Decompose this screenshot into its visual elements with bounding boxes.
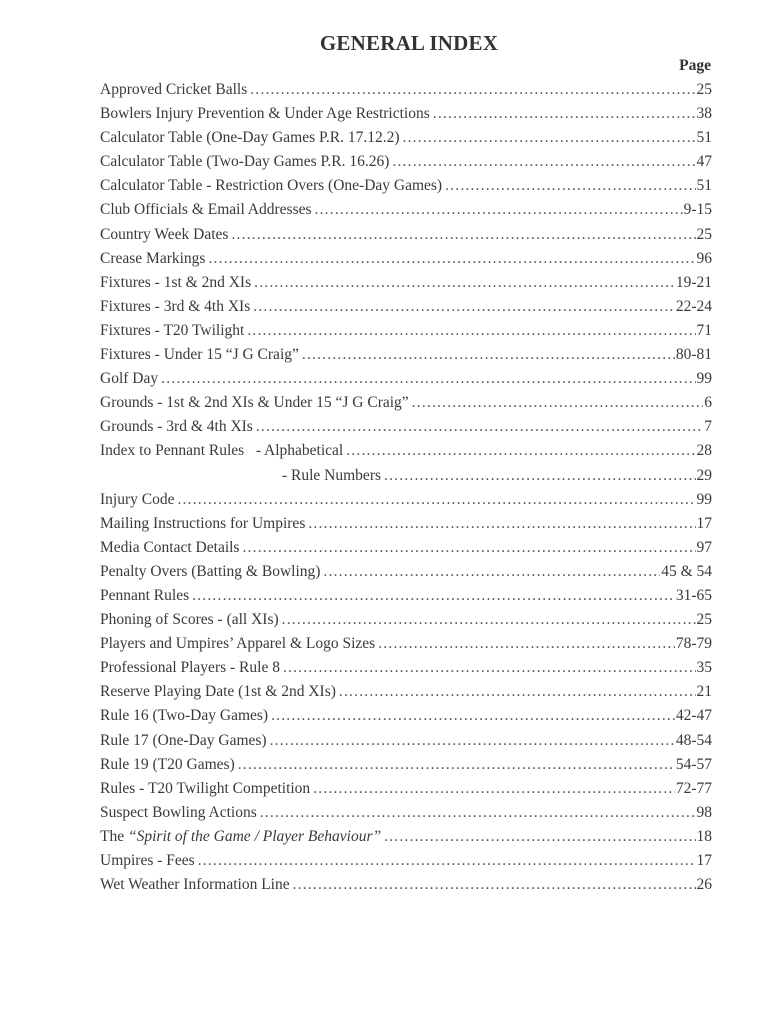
- dot-leader: [346, 439, 695, 463]
- entry-label: Fixtures - 1st & 2nd XIs: [100, 273, 252, 291]
- entry-label: Phoning of Scores - (all XIs): [100, 611, 279, 629]
- entry-page: 71: [696, 321, 712, 339]
- dot-leader: [392, 150, 695, 174]
- index-entry: [100, 560, 712, 584]
- index-entry: [100, 198, 712, 222]
- entry-label: Index to Pennant Rules - Alphabetical: [100, 442, 344, 460]
- entry-label: Rule 17 (One-Day Games): [100, 731, 267, 749]
- entry-page: 72-77: [675, 779, 712, 797]
- dot-leader: [254, 271, 675, 295]
- entry-page: 42-47: [675, 707, 712, 725]
- index-entry: [100, 126, 712, 150]
- index-entry: [100, 247, 712, 271]
- entry-label: Approved Cricket Balls: [100, 81, 248, 98]
- entry-label: Players and Umpires’ Apparel & Logo Sizes: [100, 635, 376, 653]
- dot-leader: [177, 488, 695, 512]
- dot-leader: [384, 825, 695, 849]
- dot-leader: [378, 632, 675, 656]
- entry-label: Umpires - Fees: [100, 852, 195, 869]
- index-entry: [100, 415, 712, 439]
- index-entry: [100, 801, 712, 825]
- dot-leader: [323, 560, 660, 584]
- entry-label: Reserve Playing Date (1st & 2nd XIs): [100, 683, 336, 701]
- index-entry: [100, 295, 712, 319]
- entry-label: Rule 16 (Two-Day Games): [100, 707, 269, 725]
- dot-leader: [339, 680, 696, 704]
- entry-page: 99: [696, 370, 712, 388]
- entry-label: Penalty Overs (Batting & Bowling): [100, 562, 321, 580]
- index-entry: [100, 271, 712, 295]
- entry-page: 28: [696, 442, 712, 460]
- entry-label: Grounds - 3rd & 4th XIs: [100, 418, 253, 436]
- entry-page: 19-21: [675, 273, 712, 291]
- index-entry: [100, 488, 712, 512]
- dot-leader: [313, 777, 675, 801]
- entry-page: 21: [696, 683, 712, 701]
- index-entry: [100, 174, 712, 198]
- dot-leader: [250, 78, 695, 102]
- entry-label-italic: “Spirit of the Game / Player Behaviour”: [127, 827, 382, 845]
- entry-page: 25: [696, 611, 712, 629]
- entry-label: Golf Day: [100, 370, 159, 388]
- entry-label: Calculator Table - Restriction Overs (One-Day Games): [100, 177, 443, 195]
- index-entry: [100, 632, 712, 656]
- index-entry: [100, 777, 712, 801]
- dot-leader: [260, 801, 696, 825]
- dot-leader: [271, 704, 675, 728]
- index-entry: [100, 102, 712, 126]
- page-column-header: Page: [679, 57, 711, 74]
- index-entry: [100, 439, 712, 463]
- entry-label: Professional Players - Rule 8: [100, 659, 280, 677]
- entry-page: 9-15: [683, 201, 712, 219]
- dot-leader: [247, 319, 695, 343]
- entry-page: 38: [696, 105, 712, 123]
- entry-page: 45 & 54: [661, 562, 712, 580]
- entry-label: Pennant Rules: [100, 586, 190, 604]
- entry-page: 17: [696, 514, 712, 532]
- index-entry: [100, 343, 712, 367]
- entry-label: Fixtures - Under 15 “J G Craig”: [100, 346, 299, 364]
- dot-leader: [433, 102, 696, 126]
- index-entry: [100, 223, 712, 247]
- index-entry: [100, 78, 712, 102]
- dot-leader: [270, 729, 675, 753]
- entry-label: Crease Markings: [100, 249, 206, 267]
- index-subentry: [100, 464, 712, 488]
- entry-page: 51: [696, 129, 712, 147]
- entry-page: 26: [696, 876, 712, 894]
- entry-label-prefix: The: [100, 827, 128, 845]
- index-entry: [100, 512, 712, 536]
- entry-label: Rule 19 (T20 Games): [100, 755, 235, 773]
- entry-label: Club Officials & Email Addresses: [100, 201, 312, 219]
- dot-leader: [238, 753, 675, 777]
- dot-leader: [161, 367, 695, 391]
- index-list: [100, 78, 712, 897]
- index-entry: [100, 873, 712, 897]
- entry-page: 99: [696, 490, 712, 508]
- index-entry: [100, 753, 712, 777]
- entry-page: 51: [696, 177, 712, 195]
- index-entry: [100, 150, 712, 174]
- index-entry: [100, 367, 712, 391]
- entry-label: Injury Code: [100, 490, 175, 508]
- entry-label: Media Contact Details: [100, 538, 240, 556]
- entry-label: Calculator Table (One-Day Games P.R. 17.12.2): [100, 129, 400, 147]
- index-entry: [100, 704, 712, 728]
- entry-label: Calculator Table (Two-Day Games P.R. 16.26): [100, 153, 390, 171]
- entry-page: 22-24: [675, 297, 712, 315]
- index-entry: [100, 319, 712, 343]
- index-entry: [100, 680, 712, 704]
- dot-leader: [302, 343, 675, 367]
- dot-leader: [445, 174, 695, 198]
- dot-leader: [308, 512, 695, 536]
- entry-page: 35: [696, 659, 712, 677]
- entry-label: Mailing Instructions for Umpires: [100, 514, 306, 532]
- entry-page: 31-65: [675, 586, 712, 604]
- entry-page: 54-57: [675, 755, 712, 773]
- dot-leader: [315, 198, 683, 222]
- entry-page: 18: [696, 827, 712, 845]
- entry-label: Fixtures - T20 Twilight: [100, 321, 245, 339]
- entry-page: 80-81: [675, 346, 712, 364]
- index-entry: [100, 729, 712, 753]
- dot-leader: [256, 415, 703, 439]
- entry-label: [100, 825, 381, 849]
- dot-leader: [282, 608, 696, 632]
- dot-leader: [242, 536, 695, 560]
- entry-label: Grounds - 1st & 2nd XIs & Under 15 “J G Craig”: [100, 394, 409, 412]
- entry-page: 78-79: [675, 635, 712, 653]
- dot-leader: [208, 247, 695, 271]
- dot-leader: [231, 223, 695, 247]
- dot-leader: [293, 873, 696, 897]
- entry-label: Suspect Bowling Actions: [100, 803, 257, 821]
- index-entry: [100, 608, 712, 632]
- index-entry: [100, 391, 712, 415]
- entry-label: Bowlers Injury Prevention & Under Age Restrictions: [100, 105, 430, 123]
- entry-page: 98: [696, 803, 712, 821]
- entry-page: 97: [696, 538, 712, 556]
- entry-page: 29: [696, 466, 712, 484]
- page-title: GENERAL INDEX: [319, 31, 499, 55]
- entry-page: 7: [704, 418, 712, 436]
- index-entry: [100, 849, 712, 873]
- dot-leader: [253, 295, 675, 319]
- entry-page: 47: [696, 153, 712, 171]
- index-entry: [100, 536, 712, 560]
- entry-label: Rules - T20 Twilight Competition: [100, 779, 311, 797]
- dot-leader: [192, 584, 675, 608]
- entry-page: 25: [696, 81, 712, 98]
- index-entry: [100, 825, 712, 849]
- entry-page: 6: [704, 394, 712, 412]
- dot-leader: [384, 464, 695, 488]
- entry-label: - Rule Numbers: [282, 466, 382, 484]
- entry-label: Wet Weather Information Line: [100, 876, 290, 894]
- dot-leader: [283, 656, 696, 680]
- entry-page: 48-54: [675, 731, 712, 749]
- entry-page: 25: [696, 225, 712, 243]
- entry-label: Fixtures - 3rd & 4th XIs: [100, 297, 251, 315]
- index-entry: [100, 584, 712, 608]
- dot-leader: [403, 126, 696, 150]
- dot-leader: [198, 849, 696, 873]
- entry-page: 17: [696, 852, 712, 869]
- dot-leader: [412, 391, 704, 415]
- entry-page: 96: [696, 249, 712, 267]
- index-entry: [100, 656, 712, 680]
- entry-label: Country Week Dates: [100, 225, 229, 243]
